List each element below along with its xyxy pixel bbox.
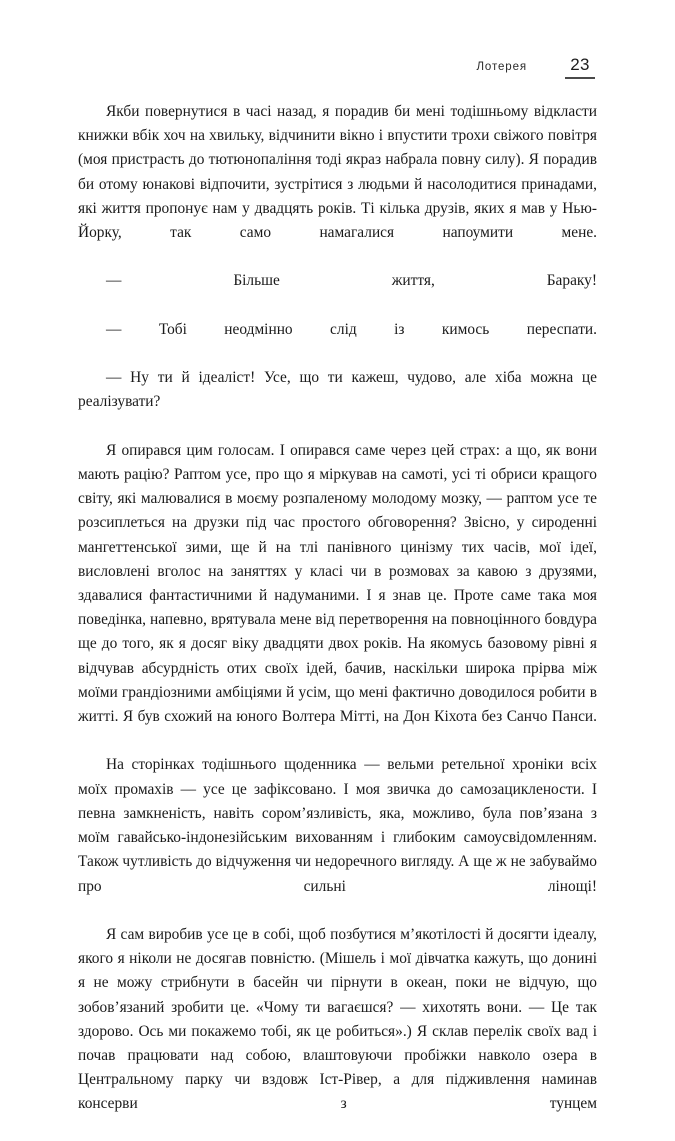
folio-rule bbox=[565, 77, 595, 79]
chapter-title: Лотерея bbox=[476, 61, 527, 73]
paragraph: Я опирався цим голосам. І опирався саме через цей страх: а що, як вони мають рацію? Раптом усе, про що я міркував на самоті, усі ті обриси кращого світу, які малювалися в моєму розпаленому молодому мозку, — раптом усе те розсиплеться на друзки під час простого обговорення? Звісно, у сироденні мангеттенської зими, ще й на тлі панівного цинізму тих часів, мої ідеї, висловлені вголос на заняттях у класі чи в розмовах за кавою з друзями, здавалися фантастичними й надуманими. І я знав це. Проте саме така моя поведінка, напевно, врятувала мене від перетворення на повноцінного бовдура ще до того, як я досяг віку двадцяти двох років. На якомусь базовому рівні я відчував абсурдність отих своїх ідей, бачив, наскільки широка прірва між моїми грандіозними амбіціями й усім, що мені фактично доводилося робити в житті. Я був схожий на юного Волтера Мітті, на Дон Кіхота без Санчо Панси. bbox=[78, 441, 597, 726]
page-number: 23 bbox=[570, 55, 590, 74]
body-text bbox=[78, 100, 597, 1141]
paragraph: На сторінках тодішнього щоденника — вельми ретельної хроніки всіх моїх промахів — усе це зафіксовано. І моя звичка до самозациклености. І певна замкненість, навіть сором’язливість, яка, можливо, була пов’язана з моїм гавайсько-індонезійським вихованням і глибоким самоусвідомленням. Також чутливість до відчуження чи недоречного вигляду. А ще ж не забуваймо про сильні лінощі! bbox=[78, 756, 597, 895]
paragraph: Я сам виробив усе це в собі, щоб позбутися м’якотілості й досягти ідеалу, якого я ніколи не досягав повністю. (Мішель і мої дівчатка кажуть, що донині я не можу стрибнути в басейн чи пірнути в океан, поки не відчую, що зобов’язаний зробити це. «Чому ти вагаєшся? — хихотять вони. — Це так здорово. Ось ми покажемо тобі, як це робиться».) Я склав перелік своїх вад і почав працювати над собою, влаштовуючи пробіжки навколо озера в Центральному парку чи вздовж Іст-Рівер, а для підживлення наминав консерви з тунцем bbox=[78, 925, 597, 1113]
dialogue-line: — Тобі неодмінно слід із кимось переспати. bbox=[106, 320, 597, 338]
running-header bbox=[78, 56, 597, 82]
dialogue-line: — Ну ти й ідеаліст! Усе, що ти кажеш, чудово, але хіба можна це реалізувати? bbox=[78, 369, 597, 411]
paragraph: Якби повернутися в часі назад, я порадив би мені тодішньому відкласти книжки вбік хоч на хвильку, відчинити вікно і впустити трохи свіжого повітря (моя пристрасть до тютюнопаління тоді якраз набрала повну силу). Я порадив би отому юнакові відпочити, зустрітися з людьми й насолодитися принадами, які життя пропонує нам у двадцять років. Ті кілька друзів, яких я мав у Нью-Йорку, так само намагалися напоумити мене. bbox=[78, 103, 597, 242]
folio bbox=[563, 56, 597, 79]
dialogue-line: — Більше життя, Бараку! bbox=[106, 272, 597, 290]
